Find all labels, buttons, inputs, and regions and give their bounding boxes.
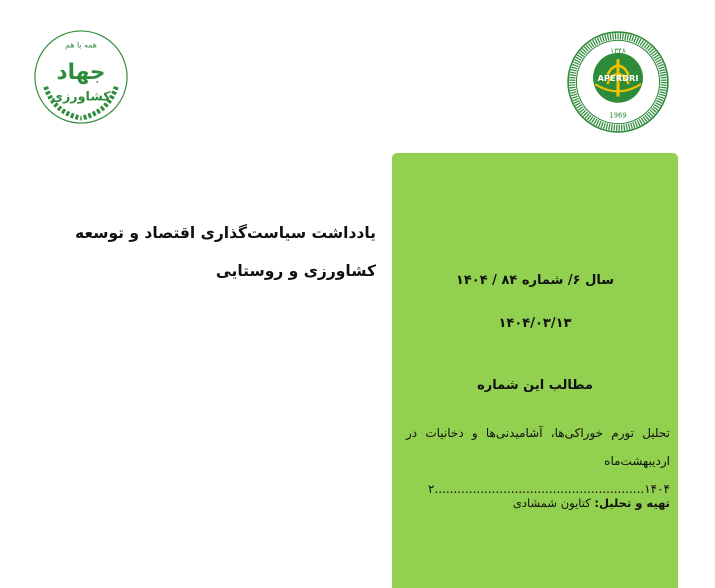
author-label: تهیه و تحلیل:	[594, 496, 670, 510]
logo-top-text: همه با هم	[65, 40, 97, 50]
contents-heading: مطالب این شماره	[477, 378, 593, 393]
issue-number: سال ۶/ شماره ۸۴ / ۱۴۰۴	[455, 273, 615, 288]
document-title: یادداشت سیاست‌گذاری اقتصاد و توسعه کشاورزی و روستایی	[75, 224, 376, 280]
article-entry[interactable]: تحلیل تورم خوراکی‌ها، آشامیدنی‌ها و دخانیات در اردیبهشت‌ماه ۱۴۰۴.......................................................۲	[406, 426, 670, 496]
aperdri-logo	[566, 30, 670, 134]
logo-center-text: APERDRI	[597, 72, 639, 83]
logo-year-bottom: 1969	[609, 111, 627, 120]
logo-sub-text: کشاورزی	[51, 89, 111, 105]
issue-date: ۱۴۰۴/۰۳/۱۳	[498, 316, 572, 331]
author-name: کتایون شمشادی	[512, 496, 591, 510]
author-line	[406, 496, 670, 510]
logo-year-top: ۱۳۴۸	[610, 45, 626, 55]
issue-info-panel	[392, 153, 678, 588]
jahad-keshavarzi-logo	[32, 28, 130, 126]
logo-main-text: جهاد	[56, 59, 106, 85]
